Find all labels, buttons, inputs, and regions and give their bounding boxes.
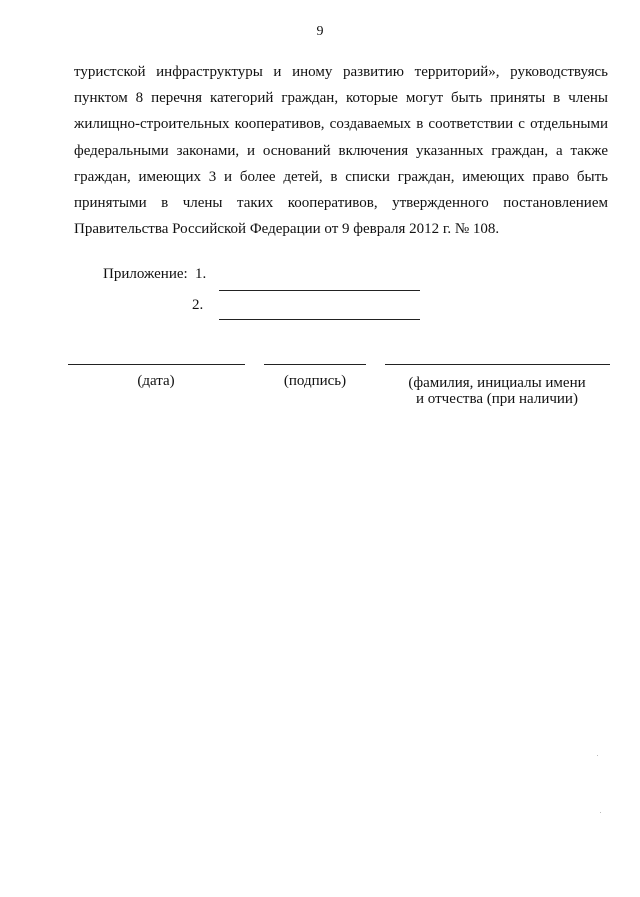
name-blank-line[interactable]: [385, 364, 610, 365]
body-line: жилищно-строительных кооперативов, создаваемых в соответствии с отдельными: [74, 116, 608, 133]
date-caption: (дата): [137, 373, 175, 389]
attachment-item-1-blank[interactable]: [219, 290, 420, 291]
attachment-item-2-blank[interactable]: [219, 319, 420, 320]
page-number: 9: [316, 24, 324, 39]
attachment-item-1-number: 1.: [195, 266, 207, 282]
body-line: Правительства Российской Федерации от 9 февраля 2012 г. № 108.: [74, 221, 500, 238]
body-paragraph: [74, 59, 608, 242]
body-line: граждан, имеющих 3 и более детей, в списки граждан, имеющих право быть: [74, 168, 608, 185]
body-line: туристской инфраструктуры и иному развитию территорий», руководствуясь: [74, 64, 608, 80]
attachment-item-2-number: 2.: [192, 297, 204, 313]
signature-blank-line[interactable]: [264, 364, 366, 365]
attachment-label: Приложение:: [103, 266, 188, 282]
name-caption-line1: (фамилия, инициалы имени: [408, 375, 586, 391]
scan-speck: [597, 755, 598, 756]
body-line: федеральными законами, и оснований включения указанных граждан, а также: [74, 142, 608, 159]
date-blank-line[interactable]: [68, 364, 245, 365]
body-line: принятыми в члены таких кооперативов, утвержденного постановлением: [74, 194, 608, 211]
signature-caption: (подпись): [283, 373, 347, 389]
body-line: пунктом 8 перечня категорий граждан, которые могут быть приняты в члены: [74, 90, 608, 107]
scan-speck: [600, 812, 601, 813]
name-caption-line2: и отчества (при наличии): [416, 391, 578, 407]
